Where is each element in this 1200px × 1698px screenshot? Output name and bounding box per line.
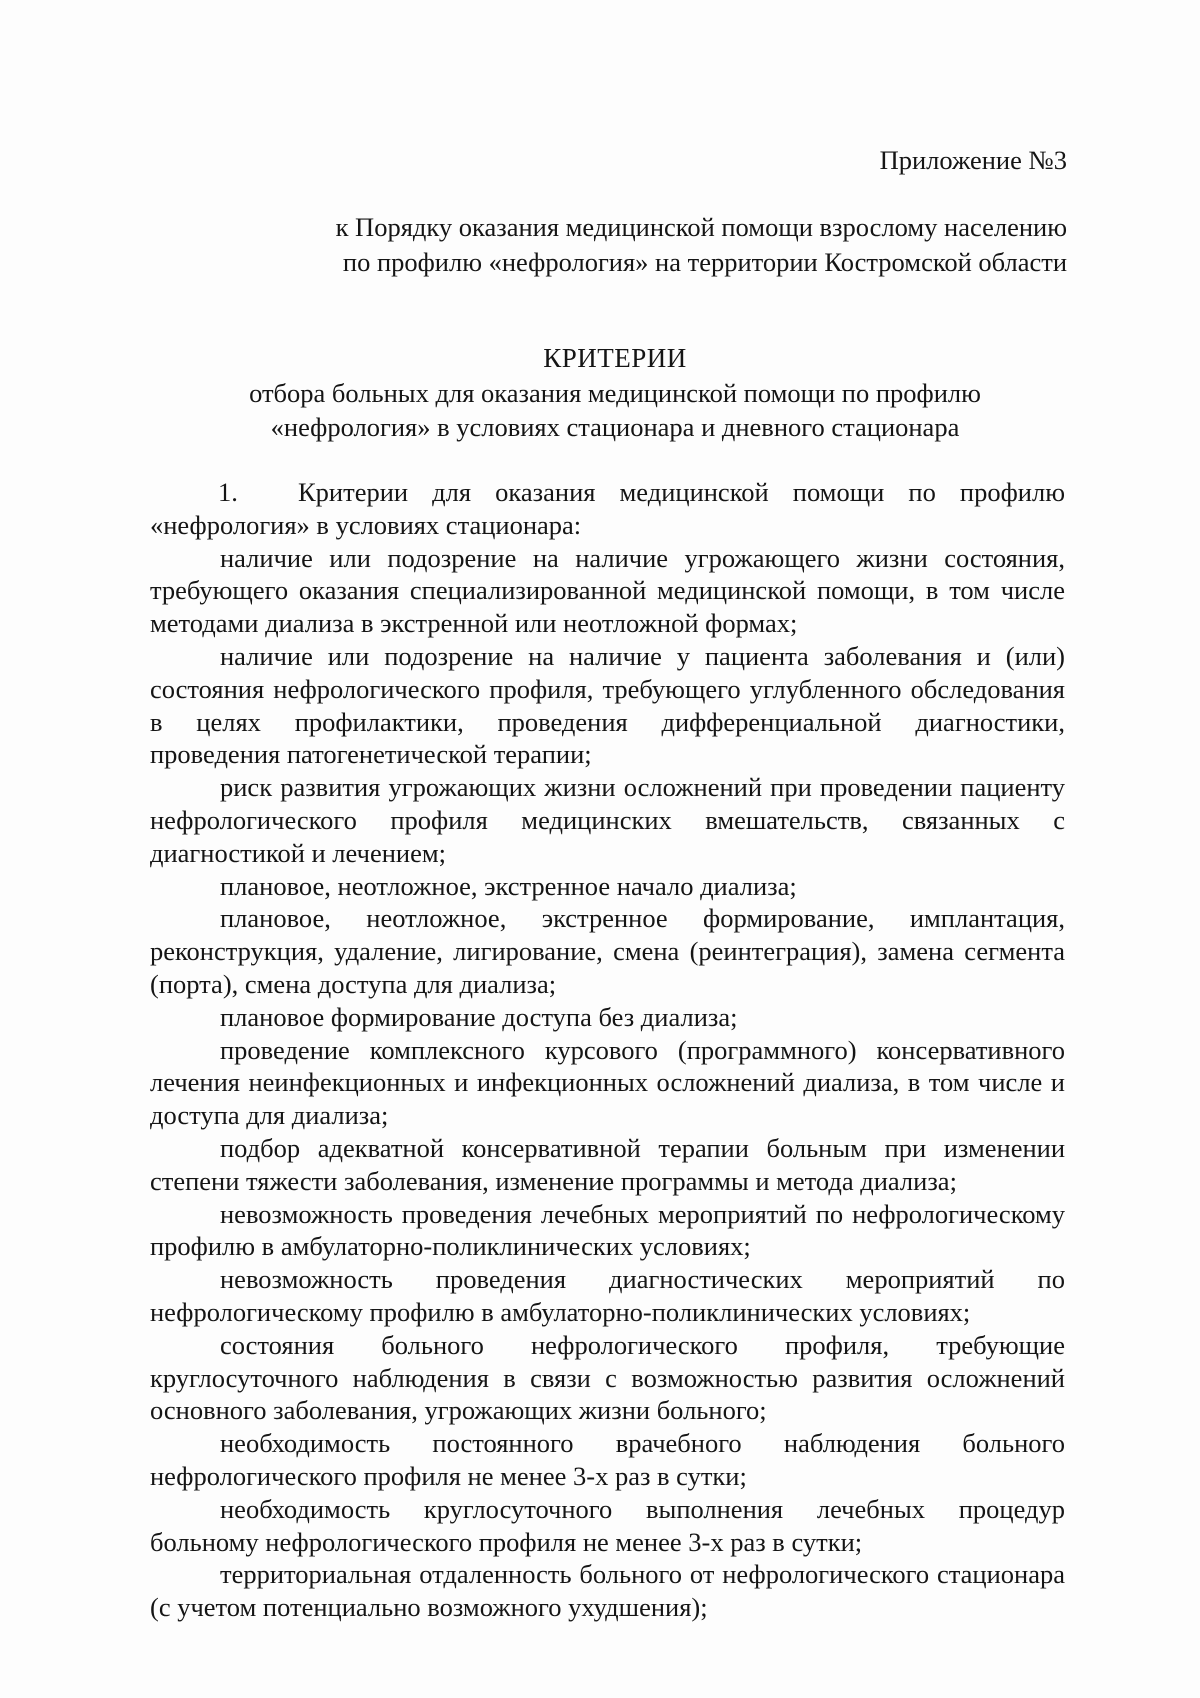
- subtitle-line: отбора больных для оказания медицинской помощи по профилю: [249, 378, 981, 408]
- criterion-paragraph: наличие или подозрение на наличие у пациента заболевания и (или) состояния нефрологического профиля, требующего углубленного обследования в целях профилактики, проведения дифференциальной диагностики, проведения патогенетической терапии;: [150, 640, 1065, 770]
- criterion-paragraph: проведение комплексного курсового (программного) консервативного лечения неинфекционных и инфекционных осложнений диализа, в том числе и доступа для диализа;: [150, 1034, 1065, 1131]
- document-title: КРИТЕРИИ: [543, 343, 687, 373]
- document-subtitle: [150, 376, 1080, 444]
- criterion-paragraph: плановое, неотложное, экстренное начало диализа;: [220, 870, 797, 901]
- criterion-paragraph: плановое, неотложное, экстренное формирование, имплантация, реконструкция, удаление, лигирование, смена (реинтеграция), замена сегмента (порта), смена доступа для диализа;: [150, 903, 1065, 999]
- criterion-paragraph: невозможность проведения лечебных мероприятий по нефрологическому профилю в амбулаторно-поликлинических условиях;: [150, 1198, 1065, 1262]
- section-number: 1.: [218, 477, 238, 507]
- title-block: [150, 340, 1080, 444]
- annex-label: Приложение №3: [879, 145, 1067, 175]
- criterion-paragraph: плановое формирование доступа без диализа;: [220, 1001, 738, 1032]
- criterion-paragraph: состояния больного нефрологического профиля, требующие круглосуточного наблюдения в связи с возможностью развития осложнений основного заболевания, угрожающих жизни больного;: [150, 1329, 1065, 1426]
- annex-reference-line: к Порядку оказания медицинской помощи взрослому населению: [335, 212, 1067, 242]
- criterion-paragraph: невозможность проведения диагностических мероприятий по нефрологическому профилю в амбулаторно-поликлинических условиях;: [150, 1264, 1065, 1327]
- annex-reference: [336, 210, 1067, 280]
- annex-reference-line: по профилю «нефрология» на территории Костромской области: [342, 247, 1067, 277]
- criterion-paragraph: подбор адекватной консервативной терапии больным при изменении степени тяжести заболевания, изменение программы и метода диализа;: [150, 1132, 1065, 1196]
- document-body: [150, 476, 1065, 1624]
- criterion-paragraph: наличие или подозрение на наличие угрожающего жизни состояния, требующего оказания специализированной медицинской помощи, в том числе методами диализа в экстренной или неотложной формах;: [150, 542, 1065, 639]
- criterion-paragraph: необходимость круглосуточного выполнения лечебных процедур больному нефрологического профиля не менее 3-х раз в сутки;: [150, 1493, 1065, 1557]
- criterion-paragraph: территориальная отдаленность больного от нефрологического стационара (с учетом потенциально возможного ухудшения);: [150, 1559, 1065, 1623]
- subtitle-line: «нефрология» в условиях стационара и дневного стационара: [270, 412, 960, 442]
- section-heading: [150, 476, 1065, 542]
- section-heading-text: Критерии для оказания медицинской помощи по профилю «нефрология» в условиях стационара:: [150, 477, 1065, 540]
- criterion-paragraph: необходимость постоянного врачебного наблюдения больного нефрологического профиля не менее 3-х раз в сутки;: [150, 1428, 1065, 1491]
- criterion-paragraph: риск развития угрожающих жизни осложнений при проведении пациенту нефрологического профиля медицинских вмешательств, связанных с диагностикой и лечением;: [150, 772, 1065, 868]
